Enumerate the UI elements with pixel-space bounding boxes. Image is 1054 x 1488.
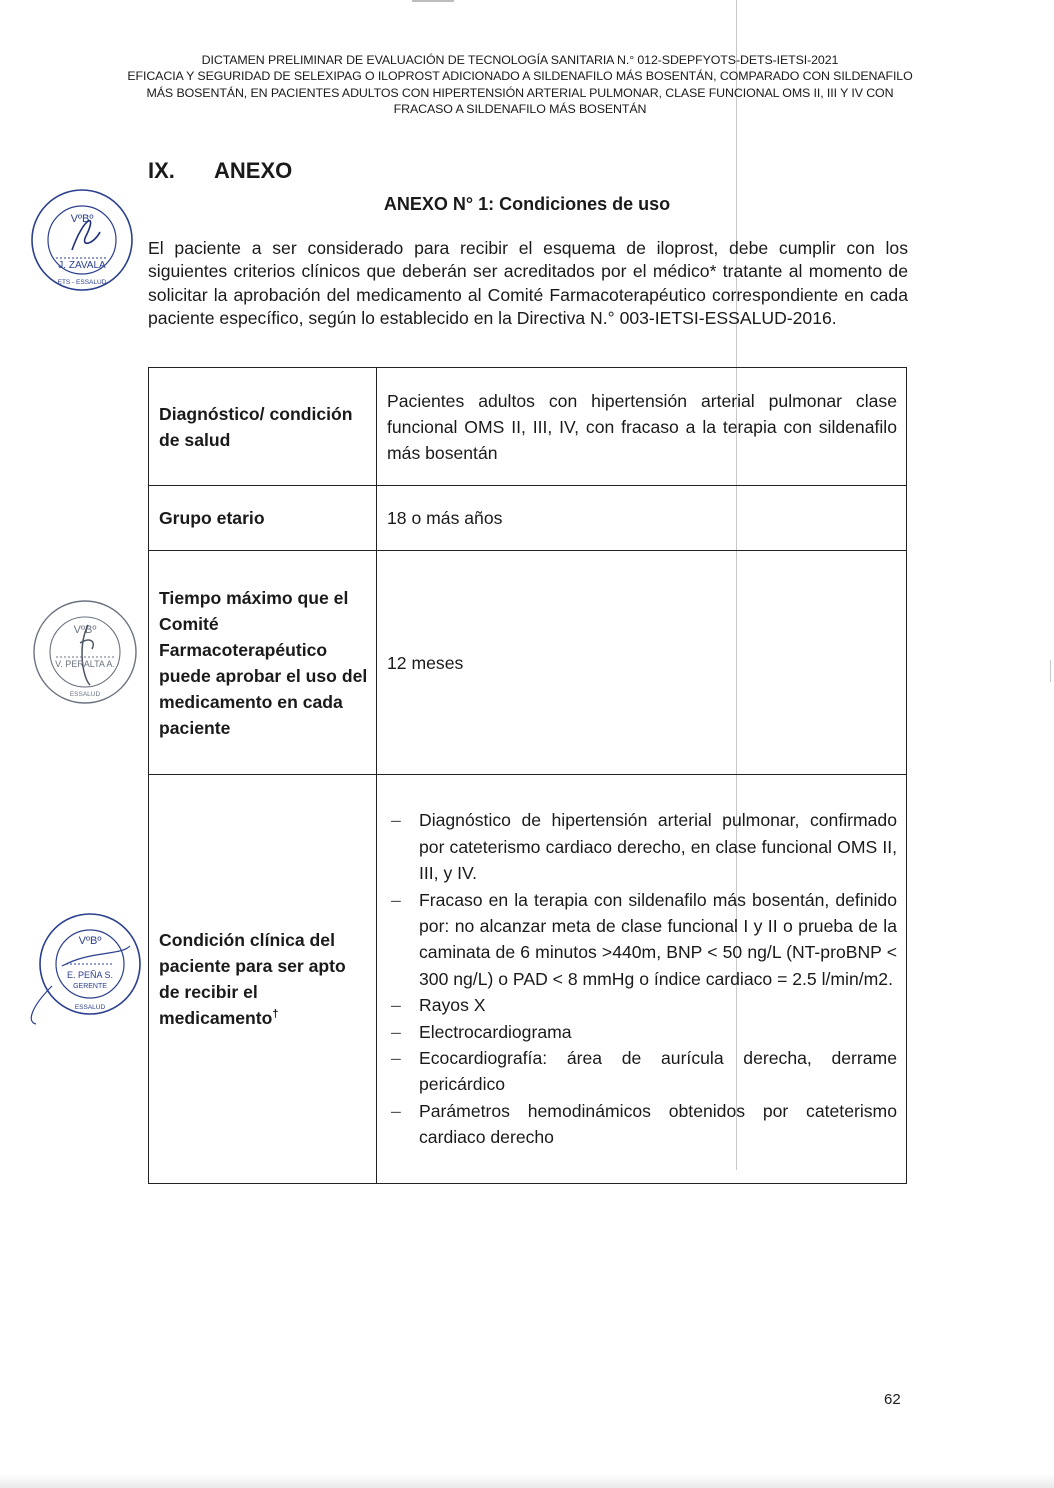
stamp-vobo: VºBº — [70, 213, 94, 225]
row-label: Diagnóstico/ condición de salud — [149, 368, 377, 486]
approval-stamp-peralta — [30, 597, 140, 707]
table-row — [149, 775, 907, 1184]
dagger-footnote-mark: † — [272, 1008, 279, 1021]
header-line: DICTAMEN PRELIMINAR DE EVALUACIÓN DE TECNOLOGÍA SANITARIA N.° 012-SDEPFYOTS-DETS-IETSI-2021 — [201, 53, 839, 67]
row-value: Pacientes adultos con hipertensión arterial pulmonar clase funcional OMS II, III, IV, con fracaso a la terapia con sildenafilo más bosentán — [377, 368, 907, 486]
row-label-text: Condición clínica del paciente para ser apto de recibir el medicamento — [159, 930, 346, 1028]
list-item: – Diagnóstico de hipertensión arterial pulmonar, confirmado por cateterismo cardiaco derecho, en clase funcional OMS II, III, y IV. — [387, 807, 897, 886]
row-label: Grupo etario — [149, 486, 377, 551]
row-label — [149, 775, 377, 1184]
table-row — [149, 368, 907, 486]
stamp-org: ETS - ESSALUD — [57, 279, 107, 286]
row-value: 12 meses — [377, 551, 907, 775]
approval-stamp-pena — [22, 906, 146, 1030]
stamp-org: ESSALUD — [69, 691, 101, 698]
section-number: IX. — [148, 158, 175, 183]
header-line: EFICACIA Y SEGURIDAD DE SELEXIPAG O ILOPROST ADICIONADO A SILDENAFILO MÁS BOSENTÁN, COMPARADO CON SILDENAFILO — [127, 69, 913, 84]
scan-edge-mark — [1050, 660, 1051, 682]
stamp-seal-icon — [28, 186, 136, 294]
page-number: 62 — [884, 1391, 901, 1408]
list-item: – Electrocardiograma — [387, 1019, 897, 1045]
section-title: ANEXO — [214, 158, 293, 183]
stamp-role: GERENTE — [73, 983, 107, 990]
row-value: 18 o más años — [377, 486, 907, 551]
stamp-name: V. PERALTA A. — [55, 659, 115, 669]
criteria-list — [387, 807, 897, 1150]
section-heading — [148, 158, 292, 184]
document-header — [120, 52, 920, 118]
stamp-name: J. ZAVALA — [58, 260, 106, 271]
list-item: – Fracaso en la terapia con sildenafilo más bosentán, definido por: no alcanzar meta de clase funcional I y II o prueba de la caminata de 6 minutos >440m, BNP < 50 ng/L (NT-proBNP < 300 ng/L) o PAD < 8 mmHg o índice cardiaco = 2.5 l/min/m2. — [387, 887, 897, 993]
list-item: – Parámetros hemodinámicos obtenidos por cateterismo cardiaco derecho — [387, 1098, 897, 1151]
approval-stamp-zavala — [28, 186, 136, 294]
row-value — [377, 775, 907, 1184]
list-item: – Ecocardiografía: área de aurícula derecha, derrame pericárdico — [387, 1045, 897, 1098]
stamp-vobo: VºBº — [78, 935, 102, 947]
stamp-seal-icon — [22, 906, 146, 1030]
list-item: – Rayos X — [387, 992, 897, 1018]
stamp-org: ESSALUD — [74, 1004, 106, 1011]
stamp-vobo: VºBº — [73, 624, 97, 636]
header-line: MÁS BOSENTÁN, EN PACIENTES ADULTOS CON HIPERTENSIÓN ARTERIAL PULMONAR, CLASE FUNCIONAL OMS II, III Y IV CON — [146, 85, 894, 100]
scan-bottom-shade — [0, 1474, 1054, 1488]
header-line: FRACASO A SILDENAFILO MÁS BOSENTÁN — [393, 102, 647, 117]
stamp-seal-icon — [30, 597, 140, 707]
intro-paragraph: El paciente a ser considerado para recibir el esquema de iloprost, debe cumplir con los siguientes criterios clínicos que deberán ser acreditados por el médico* tratante al momento de solicitar la aprobación del medicamento al Comité Farmacoterapéutico correspondiente en cada paciente específico, según lo establecido en la Directiva N.° 003-IETSI-ESSALUD-2016. — [148, 238, 908, 328]
table-row — [149, 551, 907, 775]
stamp-name: E. PEÑA S. — [66, 970, 114, 980]
scan-mark — [412, 0, 454, 2]
row-label: Tiempo máximo que el Comité Farmacoterapéutico puede aprobar el uso del medicamento en cada paciente — [149, 551, 377, 775]
conditions-table — [148, 367, 907, 1184]
table-row — [149, 486, 907, 551]
annex-title: ANEXO N° 1: Condiciones de uso — [383, 194, 671, 214]
